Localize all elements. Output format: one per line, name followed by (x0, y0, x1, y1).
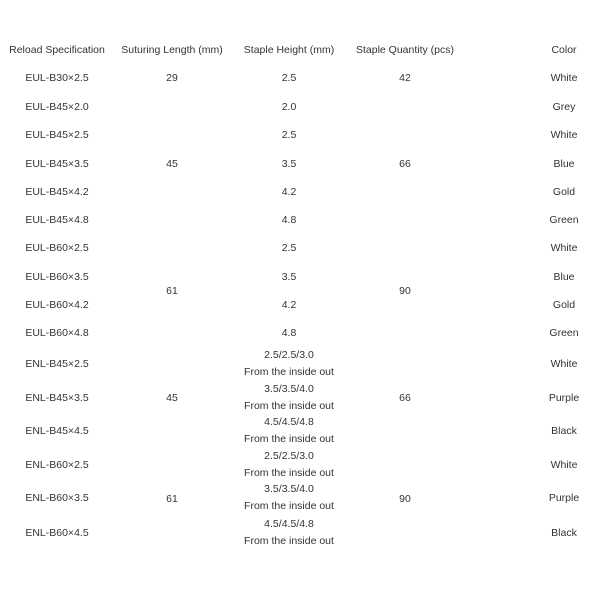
color-cell: Purple (548, 492, 580, 504)
color-cell: White (550, 72, 578, 84)
suturing-length-cell: 45 (166, 391, 178, 404)
reload-spec-cell: ENL-B45×2.5 (25, 358, 89, 370)
staple-height-values: 4.5/4.5/4.8 (264, 518, 314, 530)
staple-height-note: From the inside out (244, 500, 334, 512)
staple-height-cell (244, 347, 334, 381)
color-cell: Gold (552, 186, 576, 198)
staple-quantity-cell: 90 (399, 284, 411, 297)
color-cell: Green (549, 214, 579, 226)
header-staple-height: Staple Height (mm) (243, 44, 335, 56)
color-cell: Purple (548, 392, 580, 404)
staple-height-cell: 4.8 (281, 327, 297, 339)
color-cell: White (550, 358, 578, 370)
staple-height-cell (244, 414, 334, 448)
reload-spec-cell: EUL-B45×2.0 (25, 101, 89, 113)
staple-height-values: 2.5/2.5/3.0 (264, 450, 314, 462)
staple-height-cell: 2.0 (281, 101, 297, 113)
staple-height-cell: 4.8 (281, 214, 297, 226)
staple-height-cell (244, 448, 334, 482)
staple-height-cell: 2.5 (281, 242, 297, 254)
color-cell: Gold (552, 299, 576, 311)
staple-height-values: 3.5/3.5/4.0 (264, 483, 314, 495)
header-reload-specification: Reload Specification (9, 44, 105, 56)
staple-quantity-cell: 66 (399, 391, 411, 404)
reload-spec-cell: EUL-B45×3.5 (25, 158, 89, 170)
staple-height-cell (244, 516, 334, 550)
color-cell: Black (551, 527, 577, 539)
staple-height-values: 4.5/4.5/4.8 (264, 416, 314, 428)
suturing-length-cell: 45 (166, 157, 178, 170)
staple-height-values: 2.5/2.5/3.0 (264, 349, 314, 361)
staple-height-note: From the inside out (244, 400, 334, 412)
staple-height-cell: 2.5 (281, 129, 297, 141)
staple-height-values: 3.5/3.5/4.0 (264, 383, 314, 395)
suturing-length-cell: 61 (166, 493, 178, 505)
color-cell: Black (551, 425, 577, 437)
reload-spec-cell: EUL-B45×2.5 (25, 129, 89, 141)
color-cell: White (550, 242, 578, 254)
staple-height-cell: 3.5 (281, 158, 297, 170)
suturing-length-cell: 61 (166, 284, 178, 297)
reload-spec-cell: EUL-B60×2.5 (25, 242, 89, 254)
reload-spec-cell: EUL-B30×2.5 (25, 72, 89, 84)
color-cell: White (550, 129, 578, 141)
color-cell: Blue (553, 271, 575, 283)
reload-spec-cell: EUL-B45×4.8 (25, 214, 89, 226)
staple-height-cell: 3.5 (281, 271, 297, 283)
reload-spec-cell: EUL-B60×3.5 (25, 271, 89, 283)
staple-height-cell: 4.2 (281, 186, 297, 198)
color-cell: Grey (552, 101, 576, 113)
staple-quantity-cell: 90 (399, 493, 411, 505)
staple-height-cell (244, 381, 334, 415)
staple-quantity-cell: 66 (399, 157, 411, 170)
header-staple-quantity: Staple Quantity (pcs) (355, 44, 455, 56)
reload-spec-cell: EUL-B60×4.8 (25, 327, 89, 339)
staple-height-cell: 2.5 (281, 72, 297, 84)
staple-height-note: From the inside out (244, 467, 334, 479)
staple-height-note: From the inside out (244, 366, 334, 378)
staple-height-note: From the inside out (244, 433, 334, 445)
reload-spec-cell: EUL-B60×4.2 (25, 299, 89, 311)
reload-spec-cell: ENL-B60×3.5 (25, 492, 89, 504)
reload-spec-cell: EUL-B45×4.2 (25, 186, 89, 198)
color-cell: Green (549, 327, 579, 339)
staple-height-note: From the inside out (244, 535, 334, 547)
header-color: Color (551, 44, 577, 56)
staple-height-cell: 4.2 (281, 299, 297, 311)
reload-spec-cell: ENL-B45×4.5 (25, 425, 89, 437)
reload-spec-cell: ENL-B45×3.5 (25, 392, 89, 404)
suturing-length-cell: 29 (166, 72, 178, 84)
staple-height-cell (244, 481, 334, 515)
reload-spec-cell: ENL-B60×4.5 (25, 527, 89, 539)
header-suturing-length: Suturing Length (mm) (121, 44, 223, 56)
color-cell: White (550, 459, 578, 471)
reload-spec-cell: ENL-B60×2.5 (25, 459, 89, 471)
color-cell: Blue (553, 158, 575, 170)
staple-quantity-cell: 42 (399, 72, 411, 84)
